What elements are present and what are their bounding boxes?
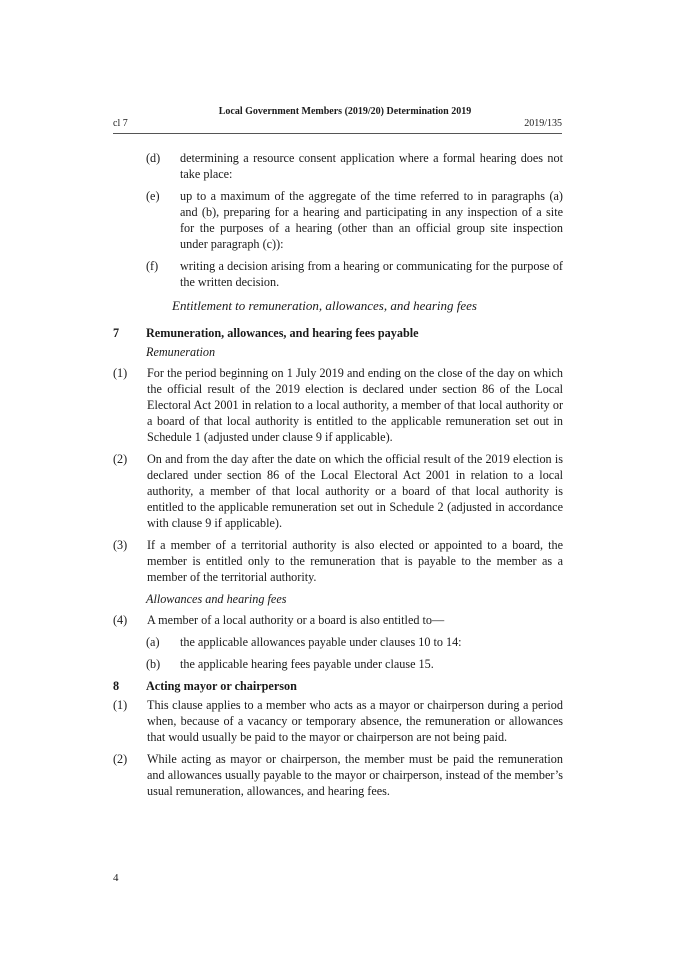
paragraph-label: (f)	[146, 259, 159, 273]
subclause-text: This clause applies to a member who acts as a mayor or chairperson during a period when, because of a vacancy or temporary absence, the remuneration or allowances that would usually be paid to the mayor or chairperson are not being paid.	[147, 698, 563, 744]
paragraph-e	[146, 188, 563, 252]
section-7-heading	[113, 325, 563, 341]
document-body	[113, 150, 563, 805]
subheading-remuneration: Remuneration	[146, 345, 216, 359]
section-number: 8	[113, 679, 120, 693]
section-title: Acting mayor or chairperson	[146, 679, 297, 693]
subclause-text: While acting as mayor or chairperson, the member must be paid the remuneration and allowances usually payable to the mayor or chairperson, instead of the member’s usual remuneration, allowances, and hearing fees.	[147, 752, 563, 798]
paragraph-text: the applicable hearing fees payable under clause 15.	[180, 657, 434, 671]
subclause-text: If a member of a territorial authority is also elected or appointed to a board, the member is entitled only to the remuneration that is payable to the member as a member of the territorial authority.	[147, 538, 563, 584]
subclause-number: (2)	[113, 752, 128, 766]
page-number: 4	[113, 872, 119, 884]
header-divider	[113, 133, 562, 134]
paragraph-label: (e)	[146, 189, 160, 203]
header-clause-ref: cl 7	[113, 118, 128, 129]
paragraph-d	[146, 150, 563, 182]
subclause-number: (4)	[113, 613, 128, 627]
subclause-8-1	[113, 697, 563, 745]
subclause-text: On and from the day after the date on which the official result of the 2019 election is declared under section 86 of the Local Electoral Act 2001 in relation to a local authority, a member of that local authority or a board of that local authority is entitled to the applicable remuneration set out in Schedule 2 (adjusted in accordance with clause 9 if applicable).	[147, 452, 563, 530]
subclause-7-4	[113, 612, 563, 628]
subclause-text: A member of a local authority or a board is also entitled to—	[147, 613, 445, 627]
paragraph-text: writing a decision arising from a hearing or communicating for the purpose of the written decision.	[180, 259, 563, 289]
section-8-heading	[113, 678, 563, 694]
paragraph-label: (d)	[146, 151, 161, 165]
subclause-number: (3)	[113, 538, 128, 552]
subclause-number: (2)	[113, 452, 128, 466]
subclause-7-2	[113, 451, 563, 531]
subheading-allowances: Allowances and hearing fees	[146, 592, 287, 606]
crosshead: Entitlement to remuneration, allowances, and hearing fees	[172, 298, 477, 313]
paragraph-label: (a)	[146, 635, 160, 649]
paragraph-text: the applicable allowances payable under clauses 10 to 14:	[180, 635, 462, 649]
subclause-7-3	[113, 537, 563, 585]
section-title: Remuneration, allowances, and hearing fees payable	[146, 326, 419, 340]
subclause-8-2	[113, 751, 563, 799]
paragraph-text: up to a maximum of the aggregate of the time referred to in paragraphs (a) and (b), preparing for a hearing and participating in any inspection of a site for the purposes of a hearing (other than an official group site inspection under paragraph (c)):	[180, 189, 563, 251]
paragraph-a	[146, 634, 563, 650]
subclause-number: (1)	[113, 698, 128, 712]
section-number: 7	[113, 326, 120, 340]
paragraph-f	[146, 258, 563, 290]
header-legislation-number: 2019/135	[524, 118, 562, 129]
paragraph-b	[146, 656, 563, 672]
paragraph-label: (b)	[146, 657, 161, 671]
subclause-number: (1)	[113, 366, 128, 380]
subclause-text: For the period beginning on 1 July 2019 and ending on the close of the day on which the official result of the 2019 election is declared under section 86 of the Local Electoral Act 2001 in relation to a local authority, a member of that local authority or a board of that local authority is entitled to the applicable remuneration set out in Schedule 1 (adjusted under clause 9 if applicable).	[147, 366, 563, 444]
header-title: Local Government Members (2019/20) Determination 2019	[218, 106, 472, 117]
subclause-7-1	[113, 365, 563, 445]
paragraph-text: determining a resource consent application where a formal hearing does not take place:	[180, 151, 563, 181]
